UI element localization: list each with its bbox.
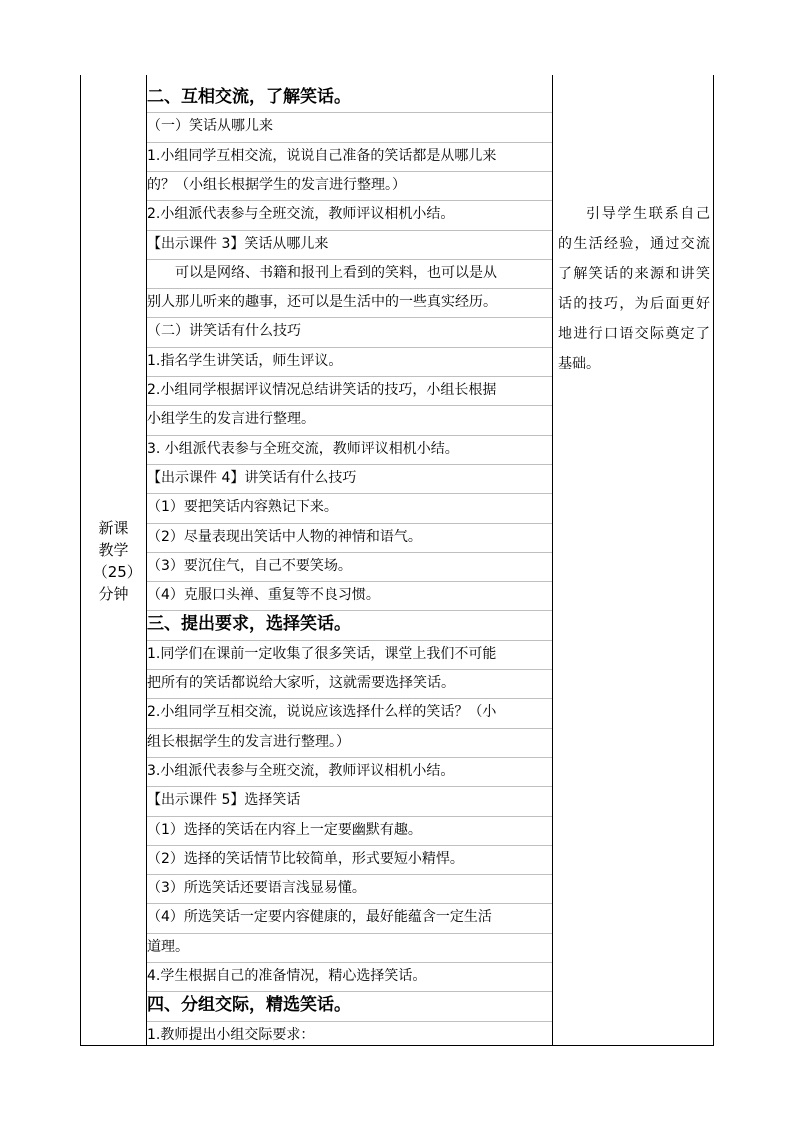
line-separator <box>147 698 552 699</box>
content-line: 2.小组派代表参与全班交流，教师评议相机小结。 <box>147 206 455 223</box>
content-line: 2.小组同学互相交流，说说应该选择什么样的笑话？（小 <box>147 704 497 721</box>
line-separator <box>147 464 552 465</box>
line-separator <box>147 933 552 934</box>
section-heading: 三、提出要求，选择笑话。 <box>147 614 351 635</box>
line-separator <box>147 200 552 201</box>
line-separator <box>147 845 552 846</box>
content-line: 【出示课件 4】讲笑话有什么技巧 <box>147 469 357 486</box>
content-line: 3.小组派代表参与全班交流，教师评议相机小结。 <box>147 762 455 779</box>
section-heading: 二、互相交流，了解笑话。 <box>147 87 351 107</box>
left-column-cell <box>81 75 146 1046</box>
content-line: （1）要把笑话内容熟记下来。 <box>147 499 338 516</box>
content-line: 道理。 <box>147 938 189 955</box>
line-separator <box>147 581 552 582</box>
content-line: （2）尽量表现出笑话中人物的神情和语气。 <box>147 528 422 545</box>
line-separator <box>147 962 552 963</box>
line-separator <box>147 376 552 377</box>
content-line: 1.小组同学互相交流，说说自己准备的笑话都是从哪儿来 <box>147 147 497 164</box>
line-separator <box>147 874 552 875</box>
line-separator <box>147 786 552 787</box>
content-line: （2）选择的笑话情节比较简单，形式要短小精悍。 <box>147 850 464 867</box>
line-separator <box>147 640 552 641</box>
section-label: 新课教学（25）分钟 <box>92 518 135 603</box>
content-line: 别人那儿听来的趣事，还可以是生活中的一些真实经历。 <box>147 294 497 311</box>
line-separator <box>147 288 552 289</box>
line-separator <box>147 610 552 611</box>
line-separator <box>147 903 552 904</box>
line-separator <box>147 171 552 172</box>
content-line: （4）所选笑话一定要内容健康的，最好能蕴含一定生活 <box>147 909 492 926</box>
content-line: 1.指名学生讲笑话，师生评议。 <box>147 352 343 369</box>
content-line: （1）选择的笑话在内容上一定要幽默有趣。 <box>147 821 422 838</box>
notes-cell <box>553 75 714 1046</box>
content-line: （4）克服口头禅、重复等不良习惯。 <box>147 587 380 604</box>
content-line: （3）要沉住气，自己不要笑场。 <box>147 557 352 574</box>
line-separator <box>147 230 552 231</box>
line-separator <box>147 757 552 758</box>
line-separator <box>147 1021 552 1022</box>
content-line: 的？（小组长根据学生的发言进行整理。） <box>147 176 406 193</box>
line-separator <box>147 728 552 729</box>
content-line: （一）笑话从哪儿来 <box>147 118 273 135</box>
line-separator <box>147 552 552 553</box>
content-line: 2.小组同学根据评议情况总结讲笑话的技巧，小组长根据 <box>147 382 497 398</box>
content-line: 1.教师提出小组交际要求： <box>147 1026 315 1043</box>
content-line: （二）讲笑话有什么技巧 <box>147 323 301 340</box>
line-separator <box>147 669 552 670</box>
line-separator <box>147 112 552 113</box>
content-line: 可以是网络、书籍和报刊上看到的笑料，也可以是从 <box>147 264 497 281</box>
content-line: 【出示课件 5】选择笑话 <box>147 792 301 809</box>
content-line: 小组学生的发言进行整理。 <box>147 411 315 428</box>
lesson-content-cell <box>147 75 552 1046</box>
content-line: 把所有的笑话都说给大家听，这就需要选择笑话。 <box>147 675 455 691</box>
content-line: 组长根据学生的发言进行整理。） <box>147 733 350 750</box>
line-separator <box>147 347 552 348</box>
line-separator <box>147 991 552 992</box>
line-separator <box>147 493 552 494</box>
content-line: 4.学生根据自己的准备情况，精心选择笑话。 <box>147 968 427 984</box>
content-line: 3. 小组派代表参与全班交流，教师评议相机小结。 <box>147 440 459 457</box>
line-separator <box>147 259 552 260</box>
line-separator <box>147 317 552 318</box>
design-intent-note: 引导学生联系自己的生活经验，通过交流了解笑话的来源和讲笑话的技巧，为后面更好地进行口语交际奠定了基础。 <box>558 206 710 372</box>
line-separator <box>147 142 552 143</box>
line-separator <box>147 435 552 436</box>
content-line: 1.同学们在课前一定收集了很多笑话，课堂上我们不可能 <box>147 645 497 662</box>
line-separator <box>147 523 552 524</box>
line-separator <box>147 405 552 406</box>
line-separator <box>147 816 552 817</box>
section-heading: 四、分组交际，精选笑话。 <box>147 995 351 1016</box>
content-line: 【出示课件 3】笑话从哪儿来 <box>147 235 329 252</box>
content-line: （3）所选笑话还要语言浅显易懂。 <box>147 880 366 897</box>
